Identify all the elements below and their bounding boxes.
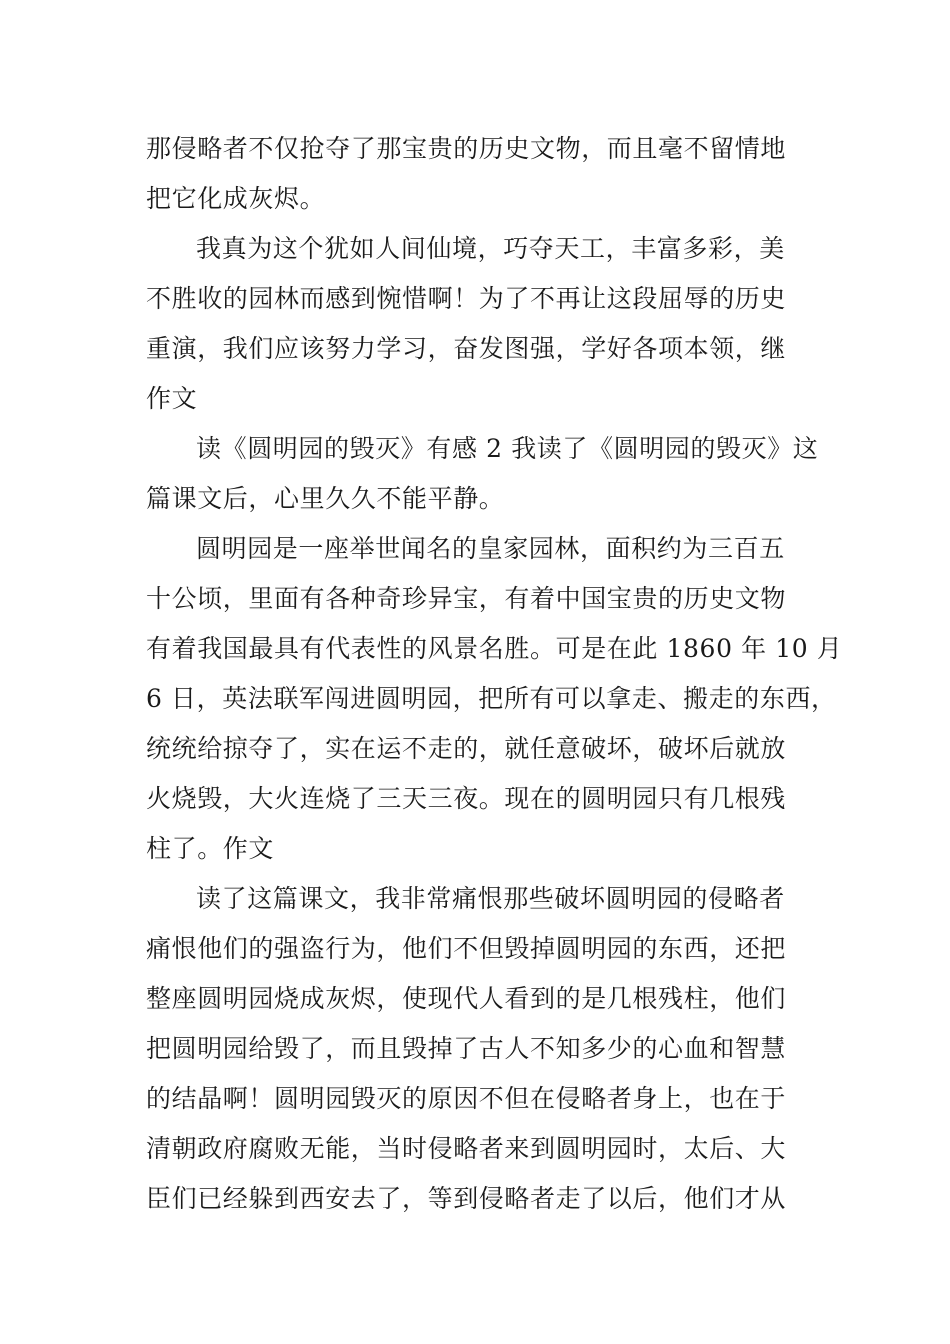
paragraph-start-line: 读了这篇课文，我非常痛恨那些破坏圆明园的侵略者 xyxy=(196,884,785,913)
text-line: 把圆明园给毁了，而且毁掉了古人不知多少的心血和智慧 xyxy=(146,1034,787,1063)
text-line: 臣们已经躲到西安去了，等到侵略者走了以后，他们才从 xyxy=(146,1184,787,1213)
text-line: 十公顷，里面有各种奇珍异宝，有着中国宝贵的历史文物 xyxy=(146,584,787,613)
text-line: 清朝政府腐败无能，当时侵略者来到圆明园时，太后、大 xyxy=(146,1134,787,1163)
text-line: 那侵略者不仅抢夺了那宝贵的历史文物，而且毫不留情地 xyxy=(146,134,787,163)
paragraph-start-line: 读《圆明园的毁灭》有感 2 我读了《圆明园的毁灭》这 xyxy=(196,434,819,463)
text-line: 的结晶啊！圆明园毁灭的原因不但在侵略者身上，也在于 xyxy=(146,1084,787,1113)
text-line: 6 日，英法联军闯进圆明园，把所有可以拿走、搬走的东西， xyxy=(146,684,837,713)
text-line: 有着我国最具有代表性的风景名胜。可是在此 1860 年 10 月 xyxy=(146,634,843,663)
text-line: 火烧毁，大火连烧了三天三夜。现在的圆明园只有几根残 xyxy=(146,784,787,813)
text-line: 作文 xyxy=(146,384,198,413)
text-line: 统统给掠夺了，实在运不走的，就任意破坏，破坏后就放 xyxy=(146,734,787,763)
paragraph-start-line: 圆明园是一座举世闻名的皇家园林，面积约为三百五 xyxy=(196,534,785,563)
text-line: 篇课文后，心里久久不能平静。 xyxy=(146,484,505,513)
text-line: 柱了。作文 xyxy=(146,834,275,863)
text-line: 整座圆明园烧成灰烬，使现代人看到的是几根残柱，他们 xyxy=(146,984,787,1013)
paragraph-start-line: 我真为这个犹如人间仙境，巧夺天工，丰富多彩，美 xyxy=(196,234,785,263)
text-line: 重演，我们应该努力学习，奋发图强，学好各项本领，继 xyxy=(146,334,787,363)
text-line: 把它化成灰烬。 xyxy=(146,184,326,213)
text-line: 痛恨他们的强盗行为，他们不但毁掉圆明园的东西，还把 xyxy=(146,934,787,963)
text-line: 不胜收的园林而感到惋惜啊！为了不再让这段屈辱的历史 xyxy=(146,284,787,313)
